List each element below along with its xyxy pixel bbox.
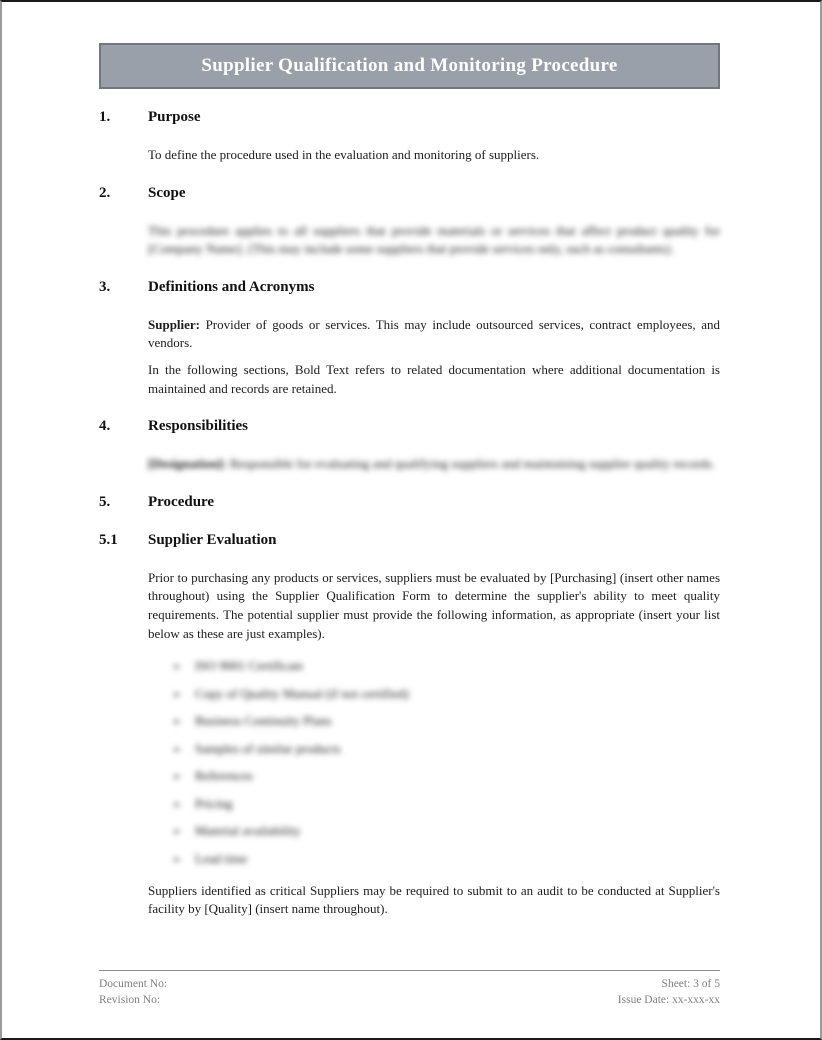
list-item <box>148 740 720 758</box>
arrow-bullet-icon: ➢ <box>172 743 182 756</box>
list-item-text: Lead time <box>195 850 248 866</box>
section-title: Procedure <box>148 493 215 510</box>
section-heading-definitions <box>99 278 720 296</box>
subsection-number: 5.1 <box>99 531 118 548</box>
footer-right <box>618 976 720 1008</box>
section-number: 3. <box>99 278 111 295</box>
list-item <box>148 850 720 868</box>
sheet-number: Sheet: 3 of 5 <box>661 978 720 990</box>
supplier-evaluation-closing-paragraph: Suppliers identified as critical Suppliers may be required to submit to an audit to be conducted at Supplier's facility by [Quality] (insert name throughout). <box>148 882 720 917</box>
section-number: 1. <box>99 109 111 125</box>
responsibilities-paragraph-blurred <box>148 455 720 474</box>
list-item-text: Business Continuity Plans <box>195 713 332 729</box>
arrow-bullet-icon: ➢ <box>172 716 182 729</box>
definition-text: Provider of goods or services. This may include outsourced services, contract employees, and vendors. <box>148 316 721 351</box>
section-number: 4. <box>99 418 111 435</box>
section-number: 2. <box>99 184 111 201</box>
list-item-text: Pricing <box>195 795 233 811</box>
definition-supplier-paragraph <box>148 316 720 353</box>
section-number: 5. <box>99 493 111 510</box>
subsection-title: Supplier Evaluation <box>148 531 277 548</box>
list-item-text: Copy of Quality Manual (if not certified) <box>195 685 409 701</box>
document-content <box>2 2 820 919</box>
document-no-label: Document No: <box>99 978 168 990</box>
arrow-bullet-icon: ➢ <box>172 661 182 674</box>
section-title: Scope <box>148 184 186 201</box>
section-heading-procedure <box>99 493 720 511</box>
footer-left <box>99 976 167 1008</box>
section-heading-responsibilities <box>99 417 720 435</box>
supplier-requirements-list-blurred <box>148 657 720 868</box>
supplier-evaluation-intro-paragraph: Prior to purchasing any products or services, suppliers must be evaluated by [Purchasing] (insert other names throughout) using the Supplier Qualification Form to determine the supplier's ability to meet quality requirements. The potential supplier must provide the following information, as appropriate (insert your list below as these are just examples). <box>148 569 720 641</box>
responsibility-role: [Designation]: <box>148 456 227 472</box>
list-item <box>148 685 720 703</box>
list-item <box>148 712 720 730</box>
arrow-bullet-icon: ➢ <box>172 688 182 701</box>
list-item-text: Material availability <box>195 823 301 839</box>
document-title: Supplier Qualification and Monitoring Procedure <box>201 55 618 76</box>
list-item <box>148 795 720 813</box>
list-item-text: References <box>195 768 253 784</box>
list-item-text: ISO 9001 Certificate <box>195 658 304 674</box>
issue-date: Issue Date: xx-xxx-xx <box>617 994 720 1006</box>
responsibility-text: Responsible for evaluating and qualifying suppliers and maintaining supplier quality records. <box>229 456 715 472</box>
list-item <box>148 822 720 840</box>
document-title-bar <box>99 43 720 89</box>
arrow-bullet-icon: ➢ <box>172 826 182 839</box>
list-item <box>148 657 720 675</box>
definitions-note-paragraph: In the following sections, Bold Text refers to related documentation where additional documentation is maintained and records are retained. <box>148 361 720 396</box>
definition-term: Supplier: <box>148 316 201 332</box>
arrow-bullet-icon: ➢ <box>172 853 182 866</box>
page-footer <box>99 970 720 1008</box>
arrow-bullet-icon: ➢ <box>172 798 182 811</box>
revision-no-label: Revision No: <box>99 994 161 1006</box>
subsection-heading-supplier-evaluation <box>99 531 720 549</box>
arrow-bullet-icon: ➢ <box>172 771 182 784</box>
purpose-body-paragraph: To define the procedure used in the evaluation and monitoring of suppliers. <box>148 147 540 162</box>
list-item-text: Samples of similar products <box>195 740 341 756</box>
section-title: Responsibilities <box>148 418 249 435</box>
scope-body-paragraph-blurred: This procedure applies to all suppliers that provide materials or services that affect product quality for [Company Name]. (This may include some suppliers that provide services only, such as consultants). <box>148 222 720 257</box>
section-heading-purpose <box>99 108 720 126</box>
section-heading-scope <box>99 184 720 202</box>
section-title: Purpose <box>148 109 201 125</box>
list-item <box>148 767 720 785</box>
section-title: Definitions and Acronyms <box>148 278 315 295</box>
